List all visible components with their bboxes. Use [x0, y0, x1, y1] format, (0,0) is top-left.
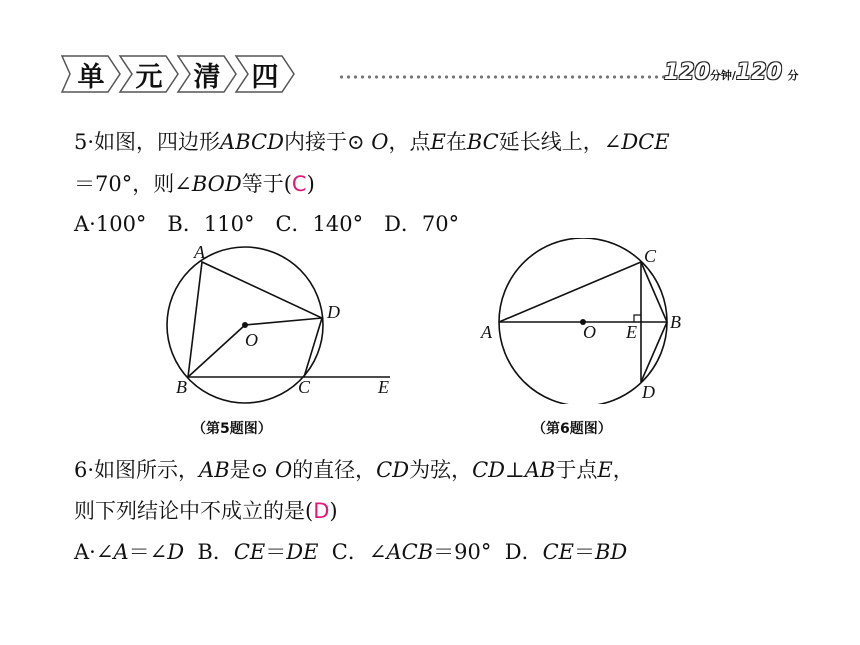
banner-tile	[234, 54, 296, 94]
q6-text: ＝90°	[433, 540, 492, 564]
score-value: 120	[735, 60, 782, 85]
q6-text: 是⊙	[229, 458, 269, 482]
time-limit	[664, 60, 798, 85]
fig5-label-c: C	[298, 377, 311, 397]
q6-math: CD	[472, 458, 505, 482]
q6-text: 的直径，	[292, 458, 377, 482]
q5-math: O	[371, 130, 389, 154]
q6-math: DE	[286, 540, 319, 564]
banner-tile	[60, 54, 122, 94]
q6-answer: D	[313, 499, 330, 523]
fig5-label-o: O	[245, 330, 258, 350]
fig6-segment-ac	[499, 262, 641, 322]
q5-text: ，则∠	[132, 172, 192, 196]
unit-banner	[60, 52, 820, 100]
q5-math: DCE	[621, 130, 670, 154]
dotted-divider	[338, 74, 664, 80]
q6-text: ＝∠	[128, 540, 168, 564]
q6-option-b: B．	[197, 540, 234, 564]
fig6-label-o: O	[583, 322, 596, 342]
q6-line-2	[74, 497, 338, 525]
q6-math: CE	[542, 540, 574, 564]
banner-tile	[118, 54, 180, 94]
fig6-segment-cb	[641, 262, 667, 322]
q5-math: BC	[466, 130, 499, 154]
q6-text: ＝	[265, 540, 287, 564]
banner-char: 四	[251, 61, 279, 93]
fig5-label-d: D	[327, 302, 340, 322]
q5-answer: C	[291, 172, 307, 196]
q6-number: 6·	[74, 458, 95, 482]
q6-math: O	[274, 458, 293, 482]
banner-char: 元	[135, 61, 163, 93]
fig6-caption: （第6题图）	[532, 421, 612, 437]
fig6-segment-bd	[641, 322, 667, 382]
q5-text: 在	[445, 130, 467, 154]
q6-text: ⊥	[504, 458, 525, 482]
q6-math: AB	[199, 458, 230, 482]
q6-text: 则下列结论中不成立的是(	[74, 499, 314, 523]
fig6-label-b: B	[670, 312, 681, 332]
fig5-label-e: E	[378, 377, 389, 397]
banner-char: 单	[77, 61, 105, 93]
q5-options-text: A·100° B．110° C．140° D．70°	[74, 212, 460, 236]
q6-option-c: C．∠	[331, 540, 387, 564]
q6-text: )	[329, 499, 338, 523]
fig5-center-point	[242, 322, 248, 328]
q6-math: BD	[594, 540, 628, 564]
fig5-label-a: A	[194, 242, 205, 262]
q6-text: 如图所示，	[94, 458, 200, 482]
q5-number: 5·	[74, 130, 95, 154]
fig6-label-e: E	[626, 322, 637, 342]
q6-text: ＝	[573, 540, 595, 564]
score-unit: 分	[787, 69, 799, 82]
fig5-caption: （第5题图）	[192, 421, 272, 437]
q6-option-d: D．	[504, 540, 543, 564]
fig6-right-angle-mark	[634, 315, 641, 322]
q6-math: CD	[376, 458, 410, 482]
q6-math: ACB	[386, 540, 434, 564]
q6-math: E	[597, 458, 613, 482]
q5-text: ＝70°	[74, 172, 133, 196]
q5-math: ABCD	[220, 130, 284, 154]
q5-text: ，点	[388, 130, 431, 154]
banner-tile	[176, 54, 238, 94]
time-unit: 分钟/	[709, 69, 736, 82]
fig5-segment-ob	[188, 325, 245, 377]
q6-math: AB	[524, 458, 556, 482]
fig5-segment-od	[245, 318, 322, 325]
q5-line-2	[74, 170, 315, 198]
q6-option-a: A·∠	[74, 540, 114, 564]
q6-options	[74, 538, 627, 566]
figure-6	[474, 238, 694, 404]
fig6-label-a: A	[481, 322, 492, 342]
q5-line-1	[74, 128, 670, 156]
q6-math: CE	[233, 540, 266, 564]
q6-text: 于点	[555, 458, 598, 482]
figure-5	[150, 238, 410, 404]
q6-text: 为弦，	[409, 458, 473, 482]
fig6-label-d: D	[642, 382, 655, 402]
q5-options	[74, 210, 459, 238]
fig5-label-b: B	[176, 377, 187, 397]
q5-math: BOD	[191, 172, 242, 196]
q5-text: 延长线上，∠	[498, 130, 622, 154]
time-value: 120	[664, 60, 710, 85]
q6-math: A	[113, 540, 129, 564]
q5-text: 等于(	[241, 172, 292, 196]
q5-text: 内接于⊙	[283, 130, 365, 154]
q6-math: D	[167, 540, 185, 564]
q6-line-1	[74, 456, 634, 484]
banner-char: 清	[193, 61, 221, 93]
fig6-label-c: C	[644, 246, 657, 266]
q5-text: )	[306, 172, 315, 196]
q6-text: ，	[612, 458, 634, 482]
q5-math: E	[430, 130, 446, 154]
q5-text: 如图，四边形	[94, 130, 221, 154]
